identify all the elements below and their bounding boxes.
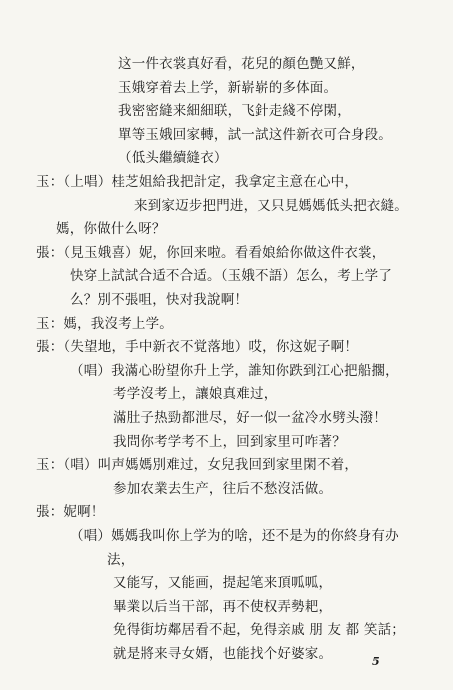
text-line: 玉：（上唱）桂芝姐給我把計定，我拿定主意在心中， — [36, 174, 359, 190]
text-line: 法， — [107, 552, 135, 568]
text-line: 玉娥穿着去上学，新崭崭的多体面。 — [118, 80, 338, 96]
text-line: 畢業以后当干部，再不使权弄勢耙， — [113, 599, 333, 615]
text-line: 滿肚子热勁都泄尽，好一似一盆冷水劈头潑！ — [113, 410, 387, 426]
text-line: 媽，你做什么呀？ — [56, 221, 166, 237]
text-line: （唱）我滿心盼望你升上学，誰知你跌到江心把船擱， — [70, 363, 399, 379]
text-line: 这一件衣裳真好看，花兒的顏色艷又鮮， — [118, 56, 365, 72]
text-line: 来到家迈步把門进，又只見媽媽低头把衣縫。 — [134, 198, 408, 214]
text-line: 我問你考学考不上，回到家里可咋著？ — [113, 434, 346, 450]
page-number: 5 — [372, 655, 380, 668]
text-line: 考学沒考上，讓娘真难过， — [113, 386, 278, 402]
text-line: 我密密縫来細細联，飞針走綫不停閑， — [118, 103, 351, 119]
text-line: 單等玉娥回家轉，試一試这件新衣可合身段。 — [118, 127, 392, 143]
stage-direction: （低头繼續縫衣） — [118, 150, 228, 166]
text-line: 張：（見玉娥喜）妮，你回来啦。看看娘給你做这件衣裳， — [36, 245, 386, 261]
text-line: 参加农業去生产，往后不愁沒活做。 — [113, 481, 333, 497]
text-line: 張：妮啊！ — [36, 504, 105, 520]
text-line: （唱）媽媽我叫你上学为的啥，还不是为的你終身有办 — [70, 528, 399, 544]
text-line: 就是將来寻女婿，也能找个好婆家。 — [113, 646, 333, 662]
text-line: 快穿上試試合适不合适。（玉娥不語）怎么，考上学了 — [70, 268, 393, 284]
text-line: 免得街坊鄰居看不起，免得亲戚 朋 友 都 笑話； — [113, 622, 405, 638]
text-line: 玉：媽，我沒考上学。 — [36, 316, 173, 332]
text-line: 玉：（唱）叫声媽媽別难过，女兒我回到家里閑不着， — [36, 457, 359, 473]
text-line: 張：（失望地，手中新衣不覚落地）哎，你这妮子啊！ — [36, 339, 359, 355]
text-line: 又能写，又能画，提起笔来頂呱呱， — [113, 575, 333, 591]
text-line: 么？別不張咀，快对我說啊！ — [70, 292, 249, 308]
